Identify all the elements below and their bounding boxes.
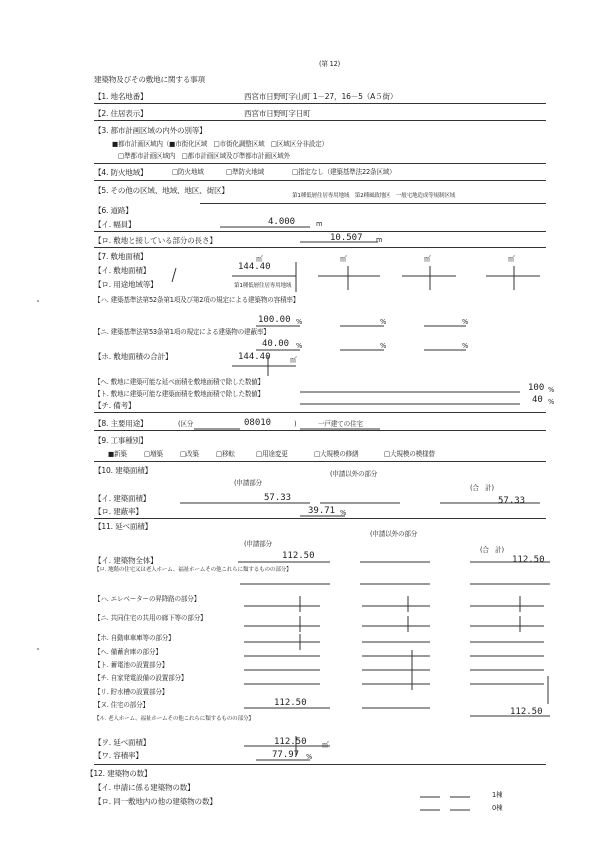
coverage-ratio-value: 40.00 [262, 339, 290, 349]
road-frontage-value: 10.507 [330, 233, 363, 243]
fire-zone-option-2: □準防火地域 [226, 168, 264, 176]
main-use-code: 08010 [244, 418, 272, 428]
use-zone-value: 第1種低層住居専用地域 [234, 283, 292, 289]
buildable-area-pct: % [548, 398, 555, 406]
work-type-option-7: □大規模の模様替 [384, 450, 435, 458]
floor-area-col-other: (申請以外の部分 [370, 530, 418, 538]
remarks-label: 【チ. 備考】 [94, 401, 136, 410]
road-width-value: 4.000 [268, 217, 296, 227]
site-area-total-unit: ㎡ [290, 356, 297, 364]
work-type-label: 【9. 工事種別】 [94, 436, 148, 445]
buildable-floor-value: 100 [528, 383, 545, 393]
buildable-area-label: 【ト. 敷地に建築可能な建築面積を敷地面積で除した数値】 [94, 390, 265, 398]
floor-area-ratio-pct-2: % [380, 318, 387, 326]
building-area-col-other: (申請以外の部分 [330, 470, 378, 478]
floor-area-whole-value: 112.50 [282, 551, 315, 561]
form-heading: 建築物及びその敷地に関する事項 [94, 75, 205, 84]
floor-area-whole-label: 【イ. 建築物全体】 [94, 556, 158, 565]
work-type-option-3: □改築 [180, 450, 199, 458]
coverage-ratio-label: 【ニ. 建築基準法第53条第1項の規定による建築物の建蔽率】 [94, 328, 270, 336]
building-area-col-total: (合 計) [470, 484, 494, 492]
work-type-option-5: □用途変更 [256, 450, 288, 458]
fire-zone-option-3: □指定なし（建築基準法22条区域） [292, 168, 396, 176]
housing-part-value: 112.50 [274, 698, 307, 708]
buildable-floor-pct: % [548, 386, 555, 394]
other-zones-label: 【5. その他の区域、地域、地区、街区】 [94, 186, 229, 195]
site-area-unit: ㎡ [256, 255, 263, 263]
buildable-floor-label: 【ヘ. 敷地に建築可能な延べ面積を敷地面積で除した数値】 [94, 378, 265, 386]
form-number: (第 12) [319, 60, 341, 68]
city-planning-option-2: □準都市計画区域内 □都市計画区域及び準都市計画区域外 [118, 152, 290, 160]
storage-label: 【ヘ. 備蓄倉庫の部分】 [94, 648, 162, 656]
battery-label: 【ト. 蓄電池の設置部分】 [94, 661, 169, 669]
floor-area-whole-total: 112.50 [512, 555, 545, 565]
floor-ratio-value: 77.97 [272, 750, 300, 760]
building-area-value: 57.33 [264, 493, 292, 503]
total-floor-unit: ㎡ [322, 741, 329, 749]
work-type-option-4: □移転 [216, 450, 235, 458]
residence-label: 【2. 住居表示】 [94, 109, 148, 118]
fire-zone-option-1: □防火地域 [172, 168, 204, 176]
other-building-count-value: 0棟 [492, 804, 503, 812]
site-area-label: 【イ. 敷地面積】 [94, 266, 151, 275]
coverage-ratio-pct: % [296, 342, 303, 350]
garage-label: 【ホ. 自動車車庫等の部分】 [94, 634, 175, 642]
housing-part-total: 112.50 [510, 707, 543, 717]
main-use-code-label: (区分 [178, 420, 194, 428]
other-zones-value: 第1種低層住居専用地域 第2種風致地区 一般宅地造成等規制区域 [292, 193, 456, 199]
use-zone-label: 【ロ. 用途地域等】 [94, 280, 158, 289]
fire-zone-label: 【4. 防火地域】 [94, 168, 148, 177]
site-address-value: 西宮市日野町字山町 1－27，16－5（A５街） [244, 92, 398, 101]
site-area-total-value: 144.40 [238, 352, 271, 362]
housing-part-label: 【ヌ. 住宅の部分】 [94, 701, 149, 709]
main-use-label: 【8. 主要用途】 [94, 419, 148, 428]
floor-area-ratio-pct: % [296, 318, 303, 326]
welfare-home-label: 【ル. 老人ホーム、福祉ホームその他これらに類するものの部分】 [94, 716, 254, 722]
building-area-total: 57.33 [498, 496, 526, 506]
applied-building-count-label: 【イ. 申請に係る建築物の数】 [94, 783, 195, 792]
road-frontage-label: 【ロ. 敷地と接している部分の長さ】 [94, 236, 217, 245]
basement-housing-label: 【ロ. 地階の住宅又は老人ホーム、福祉ホームその他これらに類するものの部分】 [94, 567, 292, 573]
road-width-label: 【イ. 幅員】 [94, 220, 136, 229]
floor-area-col-total: (合 計) [480, 546, 504, 554]
floor-ratio-pct: % [306, 753, 313, 761]
building-area-col-applied: (申請部分 [234, 479, 262, 487]
common-corridor-label: 【ニ. 共同住宅の共用の廊下等の部分】 [94, 614, 207, 622]
building-count-section-label: 【12. 建築物の数】 [86, 769, 152, 778]
city-planning-option-1: ■都市計画区域内（■市街化区域 □市街化調整区域 □区域区分非設定） [112, 140, 328, 148]
coverage-value: 39.71 [308, 506, 336, 516]
road-width-unit: m [316, 220, 323, 228]
applied-building-count-value: 1棟 [492, 791, 503, 799]
coverage-ratio-pct-3: % [462, 342, 469, 350]
floor-area-ratio-label: 【ハ. 建築基準法第52条第1項及び第2項の規定による建築物の容積率】 [94, 296, 300, 304]
floor-area-ratio-value: 100.00 [258, 315, 291, 325]
work-type-option-1: ■新築 [108, 450, 127, 458]
coverage-label: 【ロ. 建蔽率】 [94, 507, 143, 516]
site-area-unit-2: ㎡ [340, 255, 347, 263]
site-area-unit-4: ㎡ [508, 255, 515, 263]
main-use-value: 一戸建ての住宅 [318, 420, 363, 428]
site-address-label: 【1. 地名地番】 [94, 92, 148, 101]
generator-label: 【チ. 自家発電設備の設置部分】 [94, 674, 188, 682]
total-floor-value: 112.50 [274, 737, 307, 747]
paren: ) [294, 420, 297, 428]
buildable-area-value: 40 [532, 395, 543, 405]
road-frontage-unit: m [376, 236, 383, 244]
site-area-section-label: 【7. 敷地面積】 [94, 252, 148, 261]
other-building-count-label: 【ロ. 同一敷地内の他の建築物の数】 [94, 797, 217, 806]
elevator-label: 【ハ. エレベーターの昇降路の部分】 [94, 595, 201, 603]
scan-mark [37, 300, 39, 302]
work-type-option-2: □増築 [144, 450, 163, 458]
site-area-total-label: 【ホ. 敷地面積の合計】 [94, 352, 173, 361]
floor-ratio-label: 【ワ. 容積率】 [94, 751, 143, 760]
total-floor-label: 【ヲ. 延べ面積】 [94, 738, 151, 747]
floor-area-col-applied: (申請部分 [244, 540, 272, 548]
building-area-label: 【イ. 建築面積】 [94, 494, 151, 503]
water-tank-label: 【リ. 貯水槽の設置部分】 [94, 688, 169, 696]
city-planning-label: 【3. 都市計画区域の内外の別等】 [94, 126, 207, 135]
road-label: 【6. 道路】 [94, 206, 133, 215]
building-area-section-label: 【10. 建築面積】 [94, 466, 153, 475]
coverage-ratio-pct-2: % [380, 342, 387, 350]
coverage-pct: % [340, 509, 347, 517]
floor-area-section-label: 【11. 延べ面積】 [94, 522, 153, 531]
residence-value: 西宮市日野町字日町 [244, 109, 311, 118]
floor-area-ratio-pct-3: % [462, 318, 469, 326]
scan-mark [37, 648, 39, 650]
work-type-option-6: □大規模の修繕 [314, 450, 359, 458]
site-area-value: 144.40 [238, 262, 271, 272]
site-area-unit-3: ㎡ [424, 255, 431, 263]
